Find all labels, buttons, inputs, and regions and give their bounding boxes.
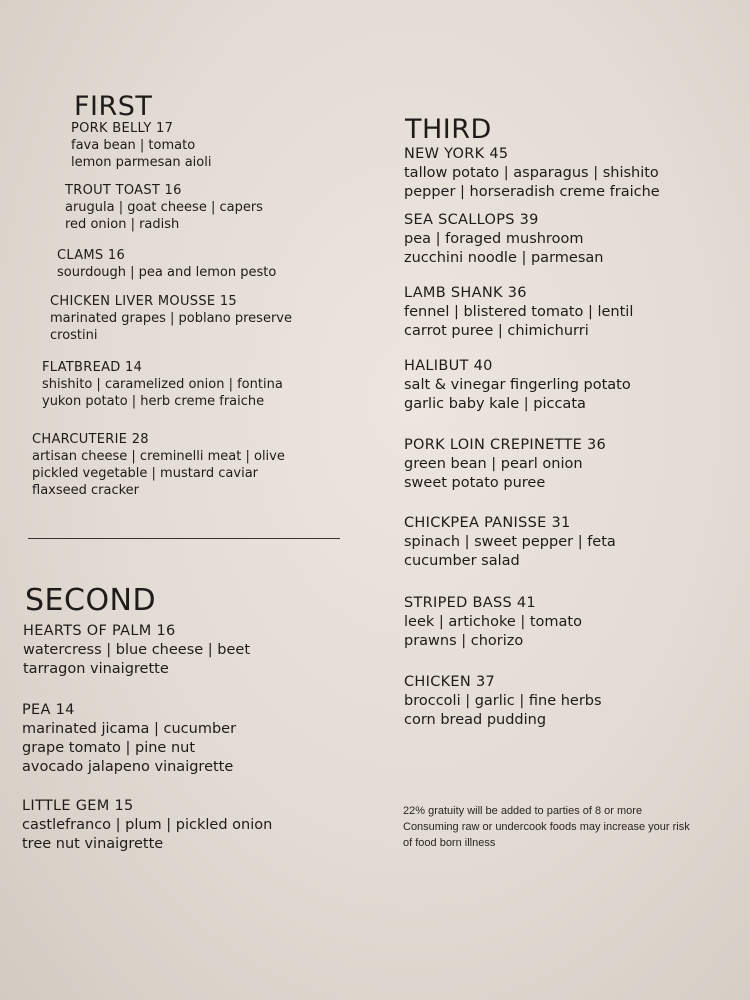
item-desc: red onion | radish (65, 217, 180, 232)
item-name: HALIBUT 40 (404, 358, 493, 374)
item-name: CHICKEN LIVER MOUSSE 15 (50, 294, 237, 309)
item-desc: prawns | chorizo (404, 633, 524, 649)
item-desc: fennel | blistered tomato | lentil (404, 304, 634, 320)
section-title-first: FIRST (74, 91, 153, 122)
item-desc: flaxseed cracker (32, 483, 140, 498)
item-name: CHICKEN 37 (404, 674, 496, 690)
raw-food-warning-cont: of food born illness (403, 837, 496, 849)
item-desc: corn bread pudding (404, 712, 547, 728)
menu-item (22, 701, 236, 777)
item-desc: artisan cheese | creminelli meat | olive (32, 449, 285, 464)
item-desc: leek | artichoke | tomato (404, 614, 582, 630)
menu-item (404, 436, 606, 493)
item-desc: salt & vinegar fingerling potato (404, 377, 631, 393)
gratuity-note: 22% gratuity will be added to parties of 8 or more (403, 805, 643, 817)
item-desc: watercress | blue cheese | beet (23, 642, 251, 658)
menu-item (50, 293, 292, 344)
item-name: HEARTS OF PALM 16 (23, 623, 176, 639)
item-desc: sweet potato puree (404, 475, 546, 491)
menu-notes (403, 803, 690, 851)
item-desc: broccoli | garlic | fine herbs (404, 693, 602, 709)
item-name: PEA 14 (22, 702, 75, 718)
menu-item (404, 357, 631, 414)
item-desc: marinated jicama | cucumber (22, 721, 237, 737)
menu-item (404, 211, 603, 268)
item-desc: pepper | horseradish creme fraiche (404, 184, 660, 200)
item-desc: spinach | sweet pepper | feta (404, 534, 616, 550)
menu-item (404, 594, 582, 651)
item-name: CLAMS 16 (57, 248, 126, 263)
item-desc: green bean | pearl onion (404, 456, 583, 472)
item-name: LAMB SHANK 36 (404, 285, 527, 301)
menu-item (65, 182, 263, 233)
item-name: FLATBREAD 14 (42, 360, 143, 375)
item-desc: shishito | caramelized onion | fontina (42, 377, 283, 392)
item-desc: castlefranco | plum | pickled onion (22, 817, 273, 833)
item-desc: pickled vegetable | mustard caviar (32, 466, 259, 481)
section-title-second: SECOND (25, 583, 157, 618)
item-name: PORK LOIN CREPINETTE 36 (404, 437, 607, 453)
item-desc: pea | foraged mushroom (404, 231, 584, 247)
item-desc: lemon parmesan aioli (71, 155, 212, 170)
menu-item (404, 514, 616, 571)
item-desc: grape tomato | pine nut (22, 740, 196, 756)
menu-item (32, 431, 285, 499)
menu-item (71, 120, 211, 171)
menu-item (42, 359, 283, 410)
menu-item (22, 797, 272, 854)
item-desc: sourdough | pea and lemon pesto (57, 265, 277, 280)
item-desc: garlic baby kale | piccata (404, 396, 586, 412)
item-desc: tarragon vinaigrette (23, 661, 169, 677)
item-desc: arugula | goat cheese | capers (65, 200, 263, 215)
raw-food-warning: Consuming raw or undercook foods may increase your risk (403, 821, 690, 833)
item-desc: cucumber salad (404, 553, 520, 569)
item-name: PORK BELLY 17 (71, 121, 174, 136)
menu-item (404, 284, 633, 341)
item-desc: yukon potato | herb creme fraiche (42, 394, 265, 409)
menu-item (23, 622, 250, 679)
menu-item (404, 673, 602, 730)
item-name: STRIPED BASS 41 (404, 595, 536, 611)
item-name: TROUT TOAST 16 (65, 183, 182, 198)
menu-item (404, 145, 660, 202)
item-desc: fava bean | tomato (71, 138, 196, 153)
item-desc: tree nut vinaigrette (22, 836, 164, 852)
item-name: CHARCUTERIE 28 (32, 432, 149, 447)
item-desc: marinated grapes | poblano preserve (50, 311, 292, 326)
item-desc: carrot puree | chimichurri (404, 323, 589, 339)
item-desc: avocado jalapeno vinaigrette (22, 759, 234, 775)
item-desc: zucchini noodle | parmesan (404, 250, 604, 266)
item-name: CHICKPEA PANISSE 31 (404, 515, 571, 531)
item-desc: crostini (50, 328, 98, 343)
section-title-third: THIRD (405, 114, 492, 145)
item-name: LITTLE GEM 15 (22, 798, 134, 814)
section-divider (28, 538, 340, 539)
item-name: NEW YORK 45 (404, 146, 509, 162)
item-name: SEA SCALLOPS 39 (404, 212, 539, 228)
item-desc: tallow potato | asparagus | shishito (404, 165, 659, 181)
menu-item (57, 247, 276, 281)
